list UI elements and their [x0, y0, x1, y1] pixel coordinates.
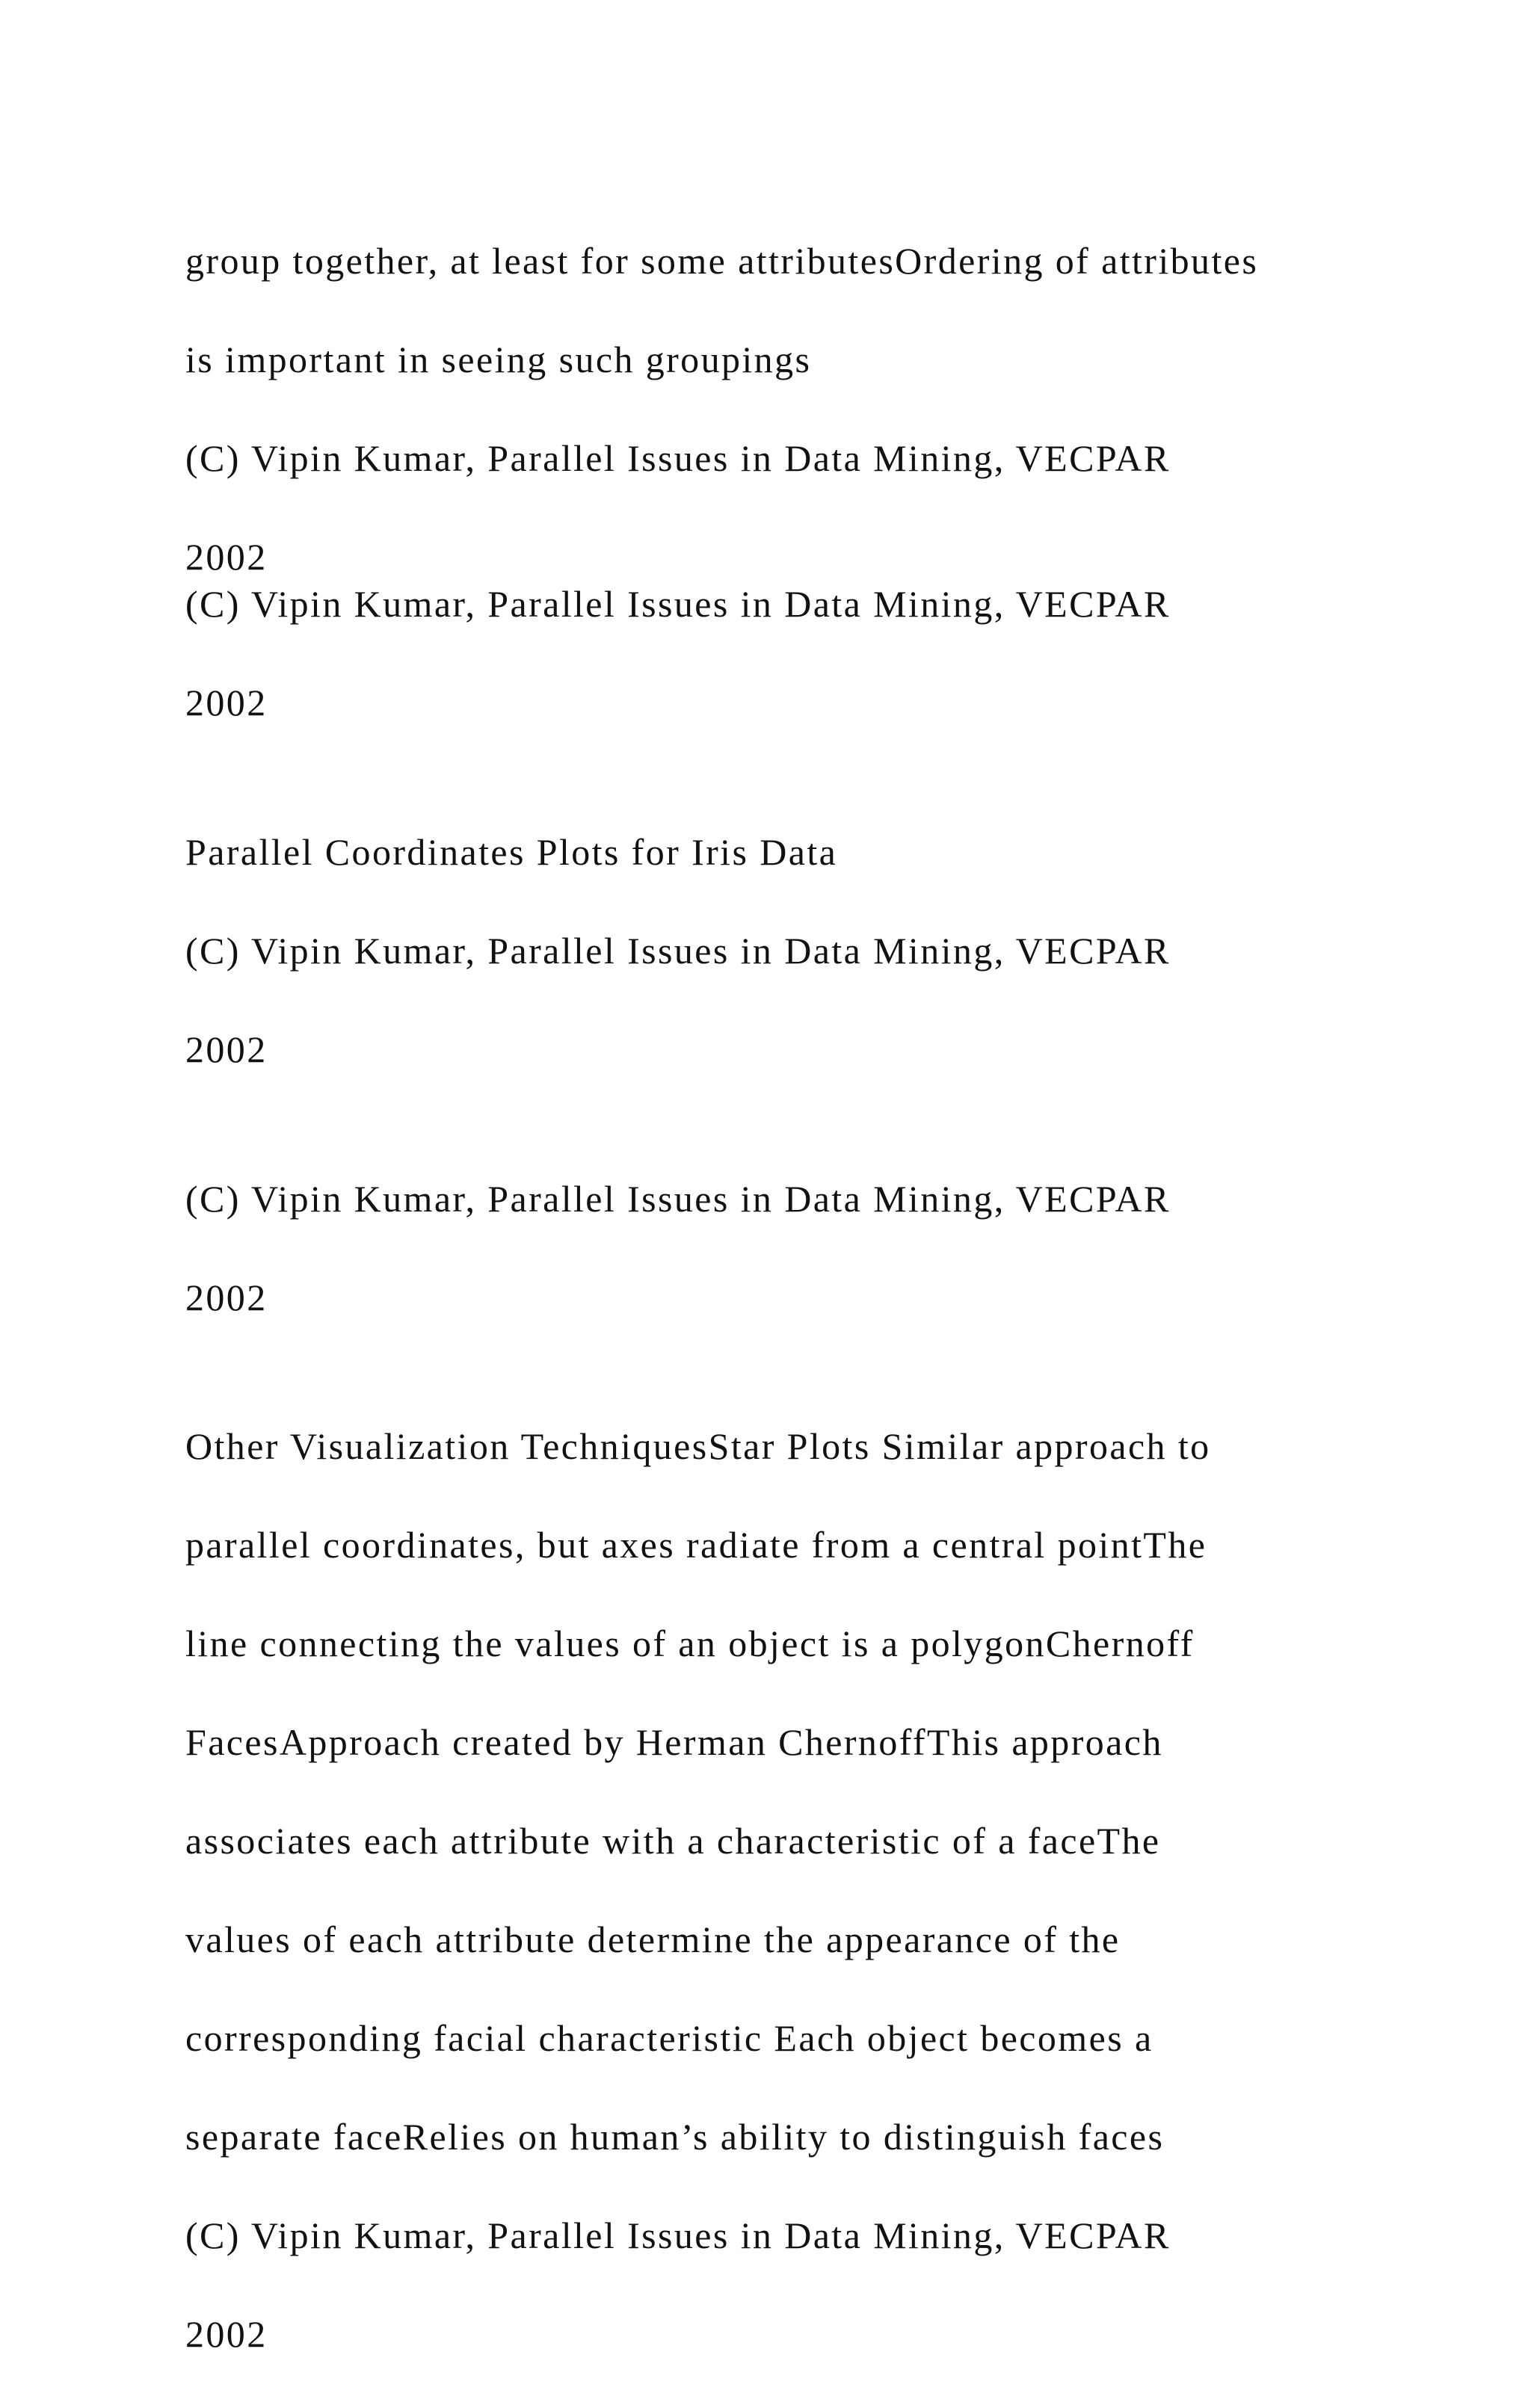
citation-line: (C) Vipin Kumar, Parallel Issues in Data Mining, VECPAR	[185, 930, 1171, 972]
citation-year: 2002	[185, 1276, 268, 1318]
text-line: group together, at least for some attributesOrdering of attributes	[185, 240, 1259, 282]
text-line: values of each attribute determine the appearance of the	[185, 1918, 1121, 1960]
text-line: line connecting the values of an object is a polygonChernoff	[185, 1623, 1195, 1664]
text-block-other-visualization	[185, 1372, 1396, 2408]
citation-line: (C) Vipin Kumar, Parallel Issues in Data Mining, VECPAR	[185, 583, 1171, 625]
text-line: FacesApproach created by Herman ChernoffThis approach	[185, 1721, 1163, 1763]
citation-block	[185, 1125, 1396, 1371]
citation-block	[185, 877, 1396, 1123]
text-line: is important in seeing such groupings	[185, 339, 812, 380]
text-line: corresponding facial characteristic Each object becomes a	[185, 2017, 1153, 2059]
citation-line: (C) Vipin Kumar, Parallel Issues in Data Mining, VECPAR	[185, 2214, 1171, 2256]
text-line: parallel coordinates, but axes radiate from a central pointThe	[185, 1524, 1207, 1566]
citation-year: 2002	[185, 682, 268, 723]
heading-line: Parallel Coordinates Plots for Iris Data	[185, 831, 838, 873]
citation-line: (C) Vipin Kumar, Parallel Issues in Data Mining, VECPAR	[185, 1178, 1171, 1220]
citation-line: (C) Vipin Kumar, Parallel Issues in Data Mining, VECPAR	[185, 437, 1171, 479]
citation-year: 2002	[185, 2313, 268, 2355]
citation-year: 2002	[185, 536, 268, 578]
text-line: separate faceRelies on human’s ability to distinguish faces	[185, 2116, 1165, 2158]
text-line: associates each attribute with a characteristic of a faceThe	[185, 1820, 1161, 1862]
citation-block	[185, 530, 1396, 777]
citation-year: 2002	[185, 1028, 268, 1070]
text-line: Other Visualization TechniquesStar Plots Similar approach to	[185, 1425, 1211, 1467]
